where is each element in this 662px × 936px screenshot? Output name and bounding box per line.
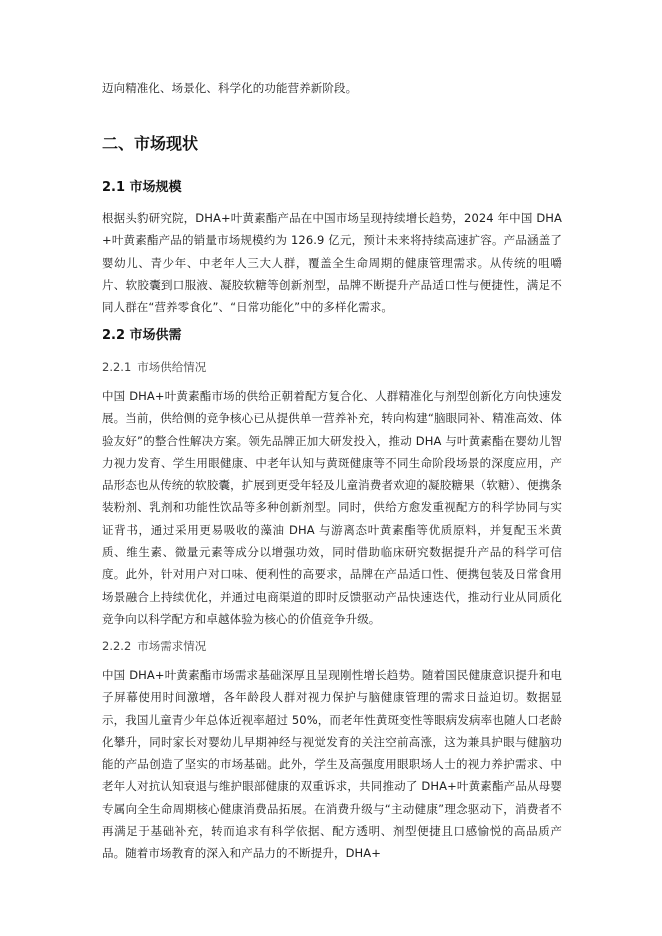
market-supply-paragraph: 中国 DHA+叶黄素酯市场的供给正朝着配方复合化、人群精准化与剂型创新化方向快速发展。当前，供给侧的竞争核心已从提供单一营养补充，转向构建“脑眼同补、精准高效、体验友好”的整合性解决方案。领先品牌正加大研发投入，推动 DHA 与叶黄素酯在婴幼儿智力视力发育、学生用眼健康、中老年认知与黄斑健康等不同生命阶段场景的深度应用，产品形态也从传统的软胶囊，扩展到更受年轻及儿童消费者欢迎的凝胶糖果（软糖）、便携条装粉剂、乳剂和功能性饮品等多种创新剂型。同时，供给方愈发重视配方的科学协同与实证背书，通过采用更易吸收的藻油 DHA 与游离态叶黄素酯等优质原料，并复配玉米黄质、维生素、微量元素等成分以增强功效，同时借助临床研究数据提升产品的科学可信度。此外，针对用户对口味、便利性的高要求，品牌在产品适口性、便携包装及日常食用场景融合上持续优化，并通过电商渠道的即时反馈驱动产品快速迭代，推动行业从同质化竞争向以科学配方和卓越体验为核心的价值竞争升级。 — [102, 389, 562, 626]
section-heading-market-status: 二、市场现状 — [102, 134, 199, 153]
sub-subsection-heading-demand — [102, 636, 562, 656]
market-size-paragraph: 根据头豹研究院，DHA+叶黄素酯产品在中国市场呈现持续增长趋势，2024 年中国 DHA+叶黄素酯产品的销量市场规模约为 126.9 亿元，预计未来将持续高速扩容。产品涵盖了婴幼儿、青少年、中老年人三大人群，覆盖全生命周期的健康管理需求。从传统的咀嚼片、软胶囊到口服液、凝胶软糖等创新剂型，品牌不断提升产品适口性与便捷性，满足不同人群在“营养零食化”、“日常功能化”中的多样化需求。 — [102, 211, 562, 315]
heading-text: 市场需求情况 — [137, 639, 207, 653]
intro-paragraph: 迈向精准化、场景化、科学化的功能营养新阶段。 — [102, 81, 358, 95]
sub-subsection-heading-supply — [102, 357, 562, 377]
market-demand-paragraph: 中国 DHA+叶黄素酯市场需求基础深厚且呈现刚性增长趋势。随着国民健康意识提升和电子屏幕使用时间激增，各年龄段人群对视力保护与脑健康管理的需求日益迫切。数据显示，我国儿童青少年总体近视率超过 50%，而老年性黄斑变性等眼病发病率也随人口老龄化攀升，同时家长对婴幼儿早期神经与视觉发育的关注空前高涨，这为兼具护眼与健脑功能的产品创造了坚实的市场基础。此外，学生及高强度用眼职场人士的视力养护需求、中老年人对抗认知衰退与维护眼部健康的双重诉求，共同推动了 DHA+叶黄素酯产品从母婴专属向全生命周期核心健康消费品拓展。在消费升级与“主动健康”理念驱动下，消费者不再满足于基础补充，转而追求有科学依据、配方透明、剂型便捷且口感愉悦的高品质产品。随着市场教育的深入和产品力的不断提升，DHA+ — [102, 668, 562, 861]
subsection-heading-market-size: 2.1 市场规模 — [102, 180, 182, 195]
heading-number: 2.2.2 — [102, 639, 132, 653]
heading-number: 2.2.1 — [102, 360, 132, 374]
subsection-heading-supply-demand: 2.2 市场供需 — [102, 328, 182, 343]
heading-text: 市场供给情况 — [137, 360, 207, 374]
